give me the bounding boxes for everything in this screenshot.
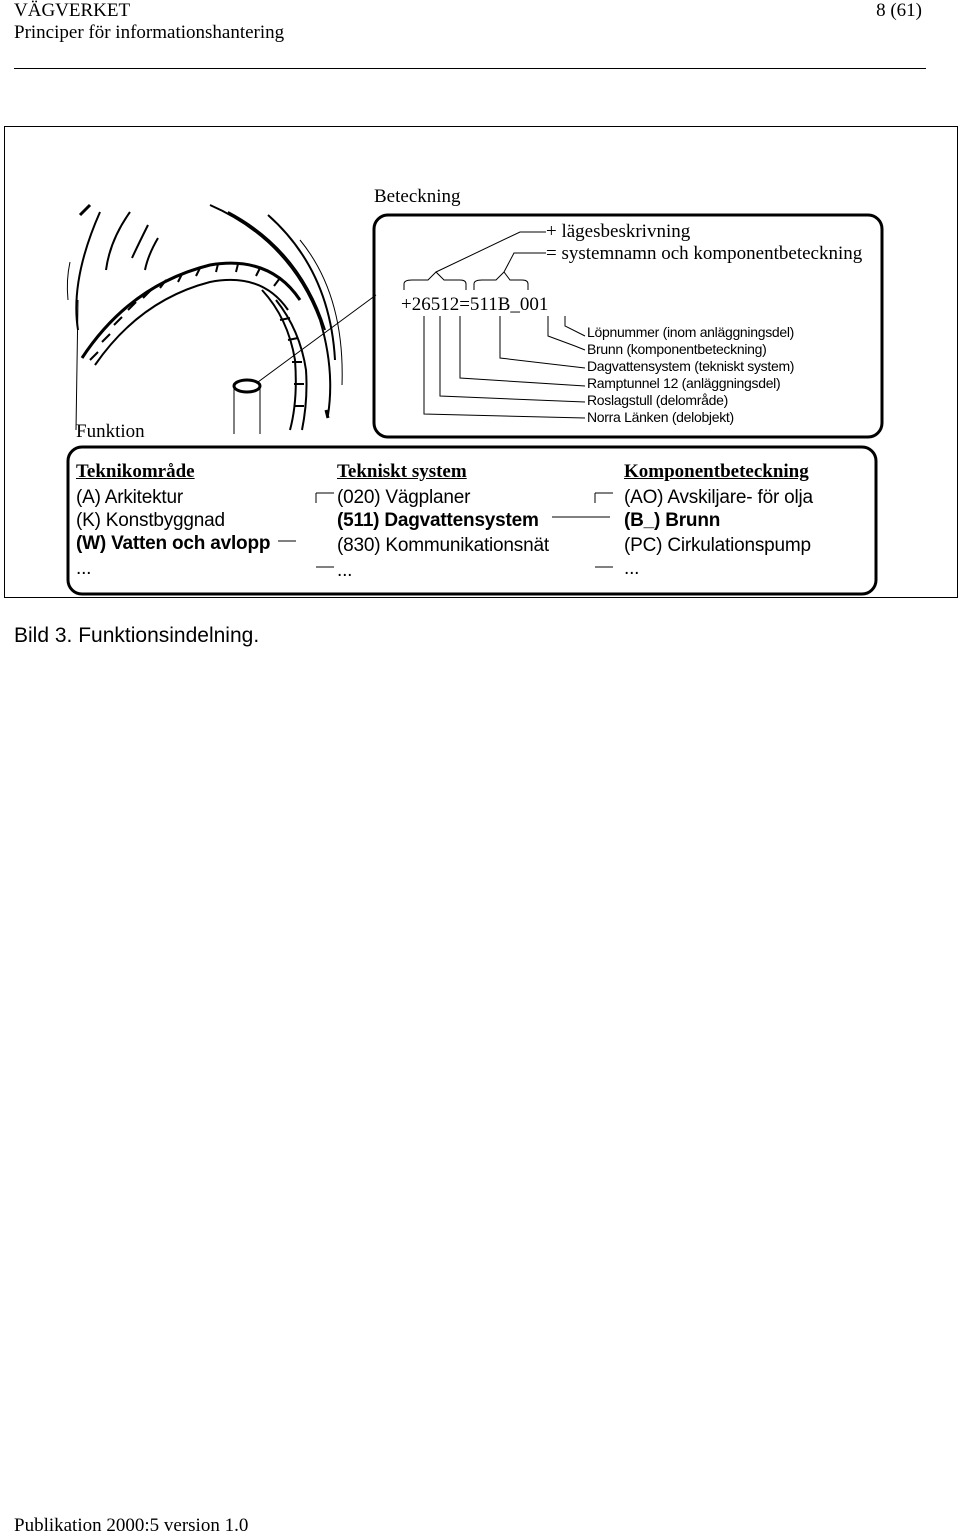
figure-caption: Bild 3. Funktionsindelning. <box>14 624 260 647</box>
list-item: (W) Vatten och avlopp <box>76 533 271 554</box>
column-heading-teknikomrade: Teknikområde <box>76 461 195 482</box>
org-name: VÄGVERKET <box>14 0 131 21</box>
code-part-brunn: Brunn (komponentbeteckning) <box>587 341 767 357</box>
prefix-location-line: + lägesbeskrivning <box>546 221 691 242</box>
code-part-ramptunnel: Ramptunnel 12 (anläggningsdel) <box>587 375 781 391</box>
designation-code: +26512=511B_001 <box>401 294 549 315</box>
list-item: ... <box>76 558 92 579</box>
code-part-roslagstull: Roslagstull (delområde) <box>587 392 728 408</box>
list-item: (PC) Cirkulationspump <box>624 535 811 556</box>
list-item: ... <box>337 560 353 581</box>
column-heading-tekniskt-system: Tekniskt system <box>337 461 467 482</box>
code-braces <box>404 232 546 290</box>
list-item: (A) Arkitektur <box>76 487 183 508</box>
page-number: 8 (61) <box>876 0 922 21</box>
list-item: (B_) Brunn <box>624 510 721 531</box>
code-part-dagvatten: Dagvattensystem (tekniskt system) <box>587 358 795 374</box>
code-part-norra-lanken: Norra Länken (delobjekt) <box>587 409 734 425</box>
footer-publication: Publikation 2000:5 version 1.0 <box>14 1515 249 1536</box>
list-item: (AO) Avskiljare- för olja <box>624 487 813 508</box>
funktion-label: Funktion <box>76 421 145 442</box>
list-item: (K) Konstbyggnad <box>76 510 225 531</box>
code-part-lopnummer: Löpnummer (inom anläggningsdel) <box>587 324 795 340</box>
column-heading-komponentbeteckning: Komponentbeteckning <box>624 461 809 482</box>
code-connectors <box>424 316 585 418</box>
list-item: (020) Vägplaner <box>337 487 471 508</box>
tunnel-sketch <box>67 205 376 434</box>
list-item: ... <box>624 558 640 579</box>
prefix-system-line: = systemnamn och komponentbeteckning <box>546 243 863 264</box>
list-item: (830) Kommunikationsnät <box>337 535 549 556</box>
document-title: Principer för informationshantering <box>14 22 285 43</box>
list-item: (511) Dagvattensystem <box>337 510 539 531</box>
beteckning-title: Beteckning <box>374 186 461 207</box>
